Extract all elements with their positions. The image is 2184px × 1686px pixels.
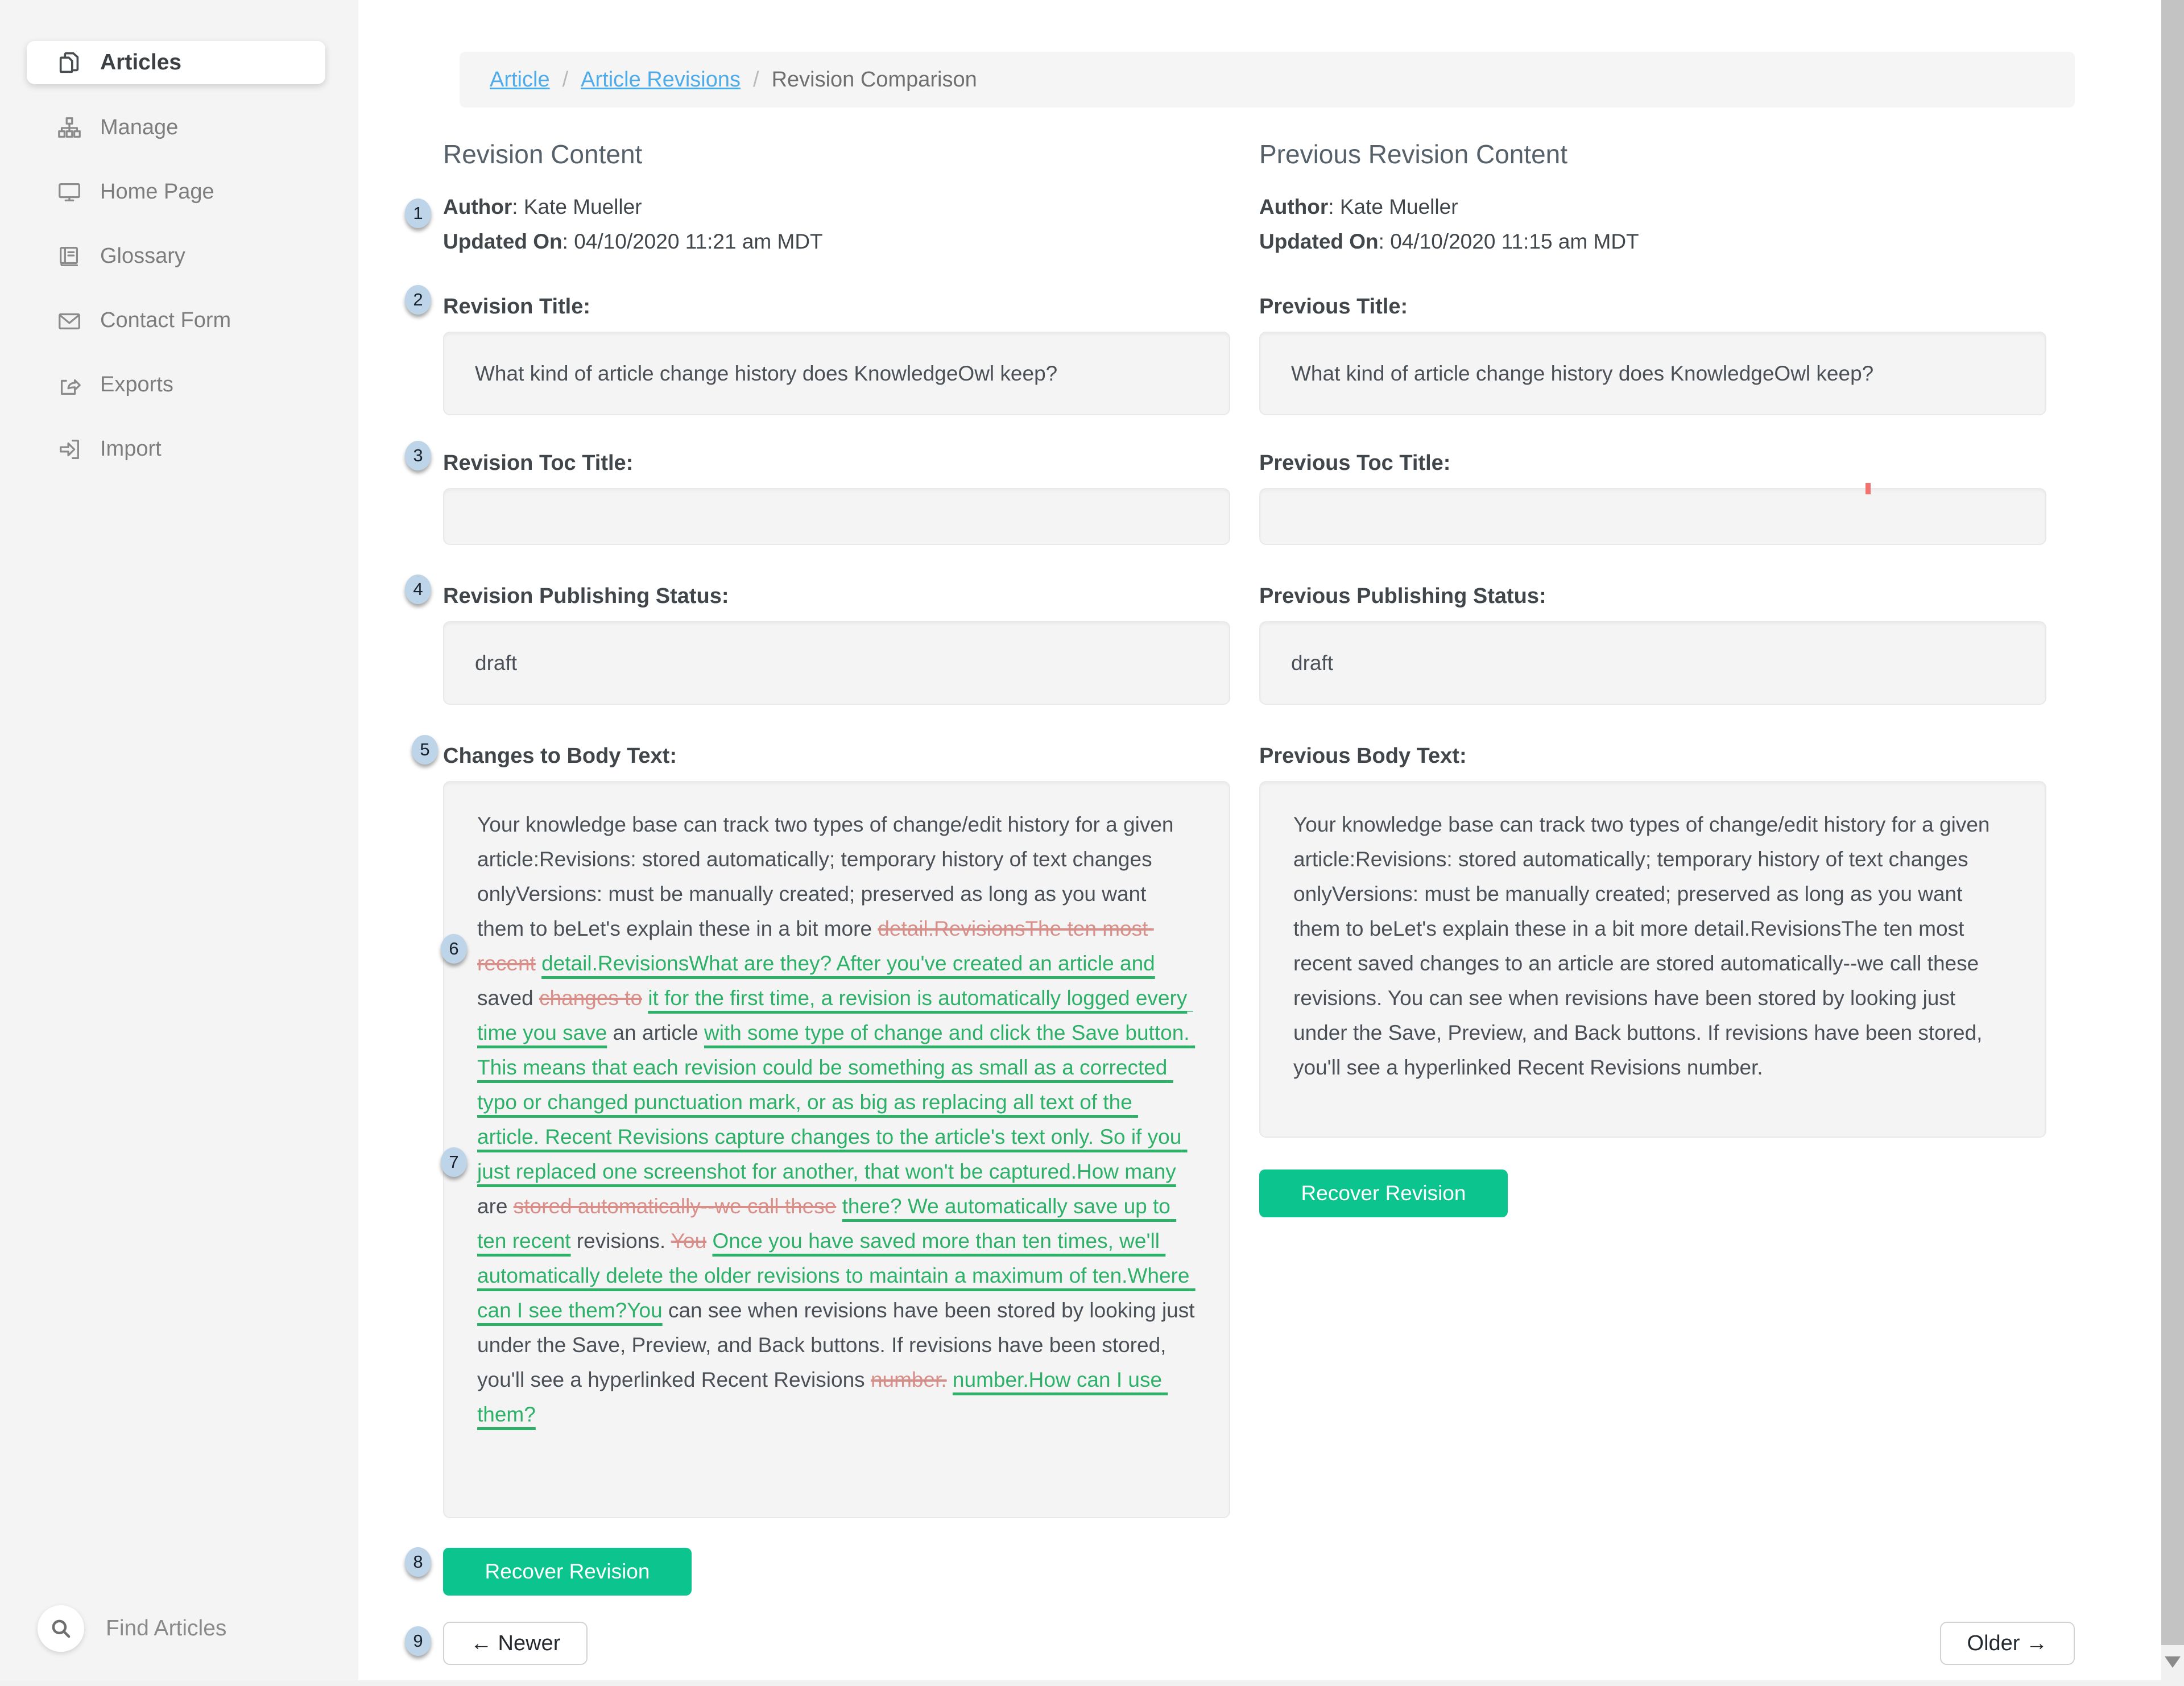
- previous-publishing-status-label: Previous Publishing Status:: [1259, 584, 1546, 608]
- previous-publishing-status-field: draft: [1259, 621, 2046, 705]
- sidebar-item-label: Articles: [100, 50, 182, 75]
- author-label: Author: [1259, 195, 1329, 218]
- annotation-badge-2: 2: [405, 285, 431, 315]
- diff-segment-del: detail.RevisionsThe ten most recent: [477, 917, 1154, 975]
- diff-segment-normal: [536, 952, 541, 975]
- diff-segment-del: stored automatically--we call these: [513, 1195, 837, 1218]
- recover-revision-button-left[interactable]: Recover Revision: [443, 1548, 692, 1596]
- sidebar-item-exports[interactable]: [0, 353, 358, 417]
- breadcrumb-current: Revision Comparison: [771, 67, 977, 92]
- diff-segment-ins: Once you have saved more than ten times, we'll automatically delete the older revisions to maintain a maximum of ten.Where can I see them?You: [477, 1229, 1196, 1322]
- revision-title-label: Revision Title:: [443, 295, 591, 319]
- find-articles-label: Find Articles: [106, 1616, 227, 1640]
- diff-segment-normal: Your knowledge base can track two types of change/edit history for a given article:Revisions: stored automatically; temporary history of text changes onlyVersions: must be manually created; preserved as long as you want them to beLet's explain these in a bit more: [477, 813, 1180, 940]
- sidebar-item-label: Contact Form: [100, 308, 231, 332]
- author-value: Kate Mueller: [1339, 195, 1458, 218]
- breadcrumb-link-article[interactable]: Article: [490, 67, 550, 92]
- updated-on-label: Updated On: [443, 230, 562, 253]
- author-label: Author: [443, 195, 512, 218]
- revision-publishing-status-field: draft: [443, 621, 1230, 705]
- import-icon: [56, 436, 83, 463]
- previous-title-label: Previous Title:: [1259, 295, 1408, 319]
- diff-segment-ins: it for the first time, a revision is automatically logged every time you save: [477, 986, 1193, 1044]
- sidebar-item-import[interactable]: [0, 417, 358, 481]
- revision-content-heading: Revision Content: [443, 139, 643, 169]
- diff-segment-normal: are: [477, 1160, 1182, 1218]
- export-icon: [56, 371, 83, 399]
- previous-toc-title-field: [1259, 488, 2046, 545]
- sidebar-item-label: Exports: [100, 373, 173, 396]
- diff-segment-del: You: [671, 1229, 707, 1253]
- vertical-scrollbar-thumb[interactable]: [2161, 0, 2184, 1645]
- diff-segment-ins: with some type of change and click the Save button. This means that each revision could be something as small as a corrected typo or changed punctuation mark, or as big as replacing all text of the article. Recent Revisions capture changes to the article's text only. So if you just replaced one screenshot for another, that won't be captured.How many: [477, 1021, 1196, 1183]
- articles-icon: [56, 49, 83, 76]
- sidebar-item-contact-form[interactable]: [0, 288, 358, 353]
- annotation-badge-7: 7: [441, 1147, 467, 1177]
- previous-toc-title-label: Previous Toc Title:: [1259, 451, 1451, 475]
- sidebar-item-manage[interactable]: [0, 96, 358, 160]
- sidebar-item-glossary[interactable]: [0, 224, 358, 288]
- diff-segment-normal: [836, 1195, 842, 1218]
- sitemap-icon: [56, 114, 83, 142]
- sidebar-item-label: Glossary: [100, 244, 185, 268]
- annotation-badge-6: 6: [441, 934, 467, 964]
- diff-segment-normal: [642, 986, 648, 1010]
- previous-revision-content-heading: Previous Revision Content: [1259, 139, 1568, 169]
- annotation-badge-9: 9: [405, 1626, 431, 1656]
- colon-separator: :: [1328, 195, 1340, 218]
- sidebar-item-articles[interactable]: [27, 41, 325, 84]
- main-content: [358, 0, 2161, 1686]
- diff-segment-normal: an article: [607, 1021, 704, 1044]
- annotation-badge-1: 1: [405, 199, 431, 228]
- previous-title-field: What kind of article change history does KnowledgeOwl keep?: [1259, 332, 2046, 415]
- previous-body-text-box: Your knowledge base can track two types of change/edit history for a given article:Revisions: stored automatically; temporary history of text changes onlyVersions: must be manually created; preserved as long as you want them to beLet's explain these in a bit more detail.RevisionsThe ten most recent saved changes to an article are stored automatically--we call these revisions. You can see when revisions have been stored by looking just under the Save, Preview, and Back buttons. If revisions have been stored, you'll see a hyperlinked Recent Revisions number.: [1259, 781, 2046, 1138]
- book-icon: [56, 243, 83, 270]
- revision-toc-title-field: [443, 488, 1230, 545]
- scrollbar-down-arrow-icon[interactable]: [2165, 1656, 2181, 1668]
- diff-segment-normal: can see when revisions have been stored by looking just under the Save, Preview, and Back buttons. If revisions have been stored, you'll see a hyperlinked Recent Revisions: [477, 1299, 1201, 1391]
- breadcrumb-separator: /: [753, 67, 759, 92]
- horizontal-scrollbar-track[interactable]: [0, 1680, 2161, 1686]
- revision-toc-title-label: Revision Toc Title:: [443, 451, 634, 475]
- changes-to-body-text-box: [443, 781, 1230, 1518]
- diff-segment-ins: number.How can I use them?: [477, 1368, 1168, 1426]
- sidebar-item-label: Home Page: [100, 180, 214, 204]
- diff-segment-normal: [947, 1368, 953, 1391]
- sidebar-item-label: Manage: [100, 115, 179, 139]
- vertical-scrollbar-track: [2161, 0, 2184, 1686]
- diff-segment-ins: detail.RevisionsWhat are they? After you've created an article and: [541, 952, 1155, 975]
- breadcrumb-separator: /: [562, 67, 569, 92]
- updated-on-label: Updated On: [1259, 230, 1379, 253]
- previous-revision-meta: [1259, 189, 2046, 259]
- previous-revision-column: [1259, 139, 2046, 1667]
- breadcrumb-link-article-revisions[interactable]: Article Revisions: [581, 67, 741, 92]
- revision-meta: [443, 189, 1230, 259]
- updated-on-value: 04/10/2020 11:15 am MDT: [1390, 230, 1639, 253]
- recover-revision-button-right[interactable]: Recover Revision: [1259, 1170, 1508, 1217]
- monitor-icon: [56, 179, 83, 206]
- annotation-badge-8: 8: [405, 1547, 431, 1577]
- envelope-icon: [56, 307, 83, 334]
- annotation-badge-4: 4: [405, 575, 431, 604]
- revision-title-field: What kind of article change history does KnowledgeOwl keep?: [443, 332, 1230, 415]
- find-articles-button[interactable]: [38, 1605, 226, 1652]
- sidebar-item-label: Import: [100, 437, 162, 461]
- diff-segment-ins: there? We automatically save up to ten recent: [477, 1195, 1177, 1253]
- annotation-badge-3: 3: [405, 441, 431, 470]
- sidebar: [0, 0, 358, 1686]
- diff-segment-del: changes to: [539, 986, 643, 1010]
- colon-separator: :: [562, 230, 574, 253]
- diff-marker-tick: [1866, 483, 1871, 494]
- newer-revision-button[interactable]: ← Newer: [443, 1622, 588, 1665]
- colon-separator: :: [512, 195, 524, 218]
- diff-segment-normal: saved: [477, 952, 1161, 1010]
- annotation-badge-5: 5: [412, 735, 438, 765]
- revision-pager: [443, 1622, 2075, 1667]
- breadcrumb: [460, 52, 2075, 108]
- sidebar-item-home-page[interactable]: [0, 160, 358, 224]
- changes-to-body-text-label: Changes to Body Text:: [443, 744, 677, 768]
- diff-segment-del: number.: [870, 1368, 947, 1391]
- author-value: Kate Mueller: [523, 195, 642, 218]
- diff-segment-normal: revisions.: [570, 1229, 671, 1253]
- revision-publishing-status-label: Revision Publishing Status:: [443, 584, 729, 608]
- comparison-columns: [443, 139, 2161, 1667]
- colon-separator: :: [1378, 230, 1391, 253]
- older-revision-button[interactable]: Older →: [1940, 1622, 2075, 1665]
- updated-on-value: 04/10/2020 11:21 am MDT: [574, 230, 823, 253]
- previous-body-text-label: Previous Body Text:: [1259, 744, 1467, 768]
- diff-segment-normal: [706, 1229, 712, 1253]
- search-icon: [38, 1605, 84, 1652]
